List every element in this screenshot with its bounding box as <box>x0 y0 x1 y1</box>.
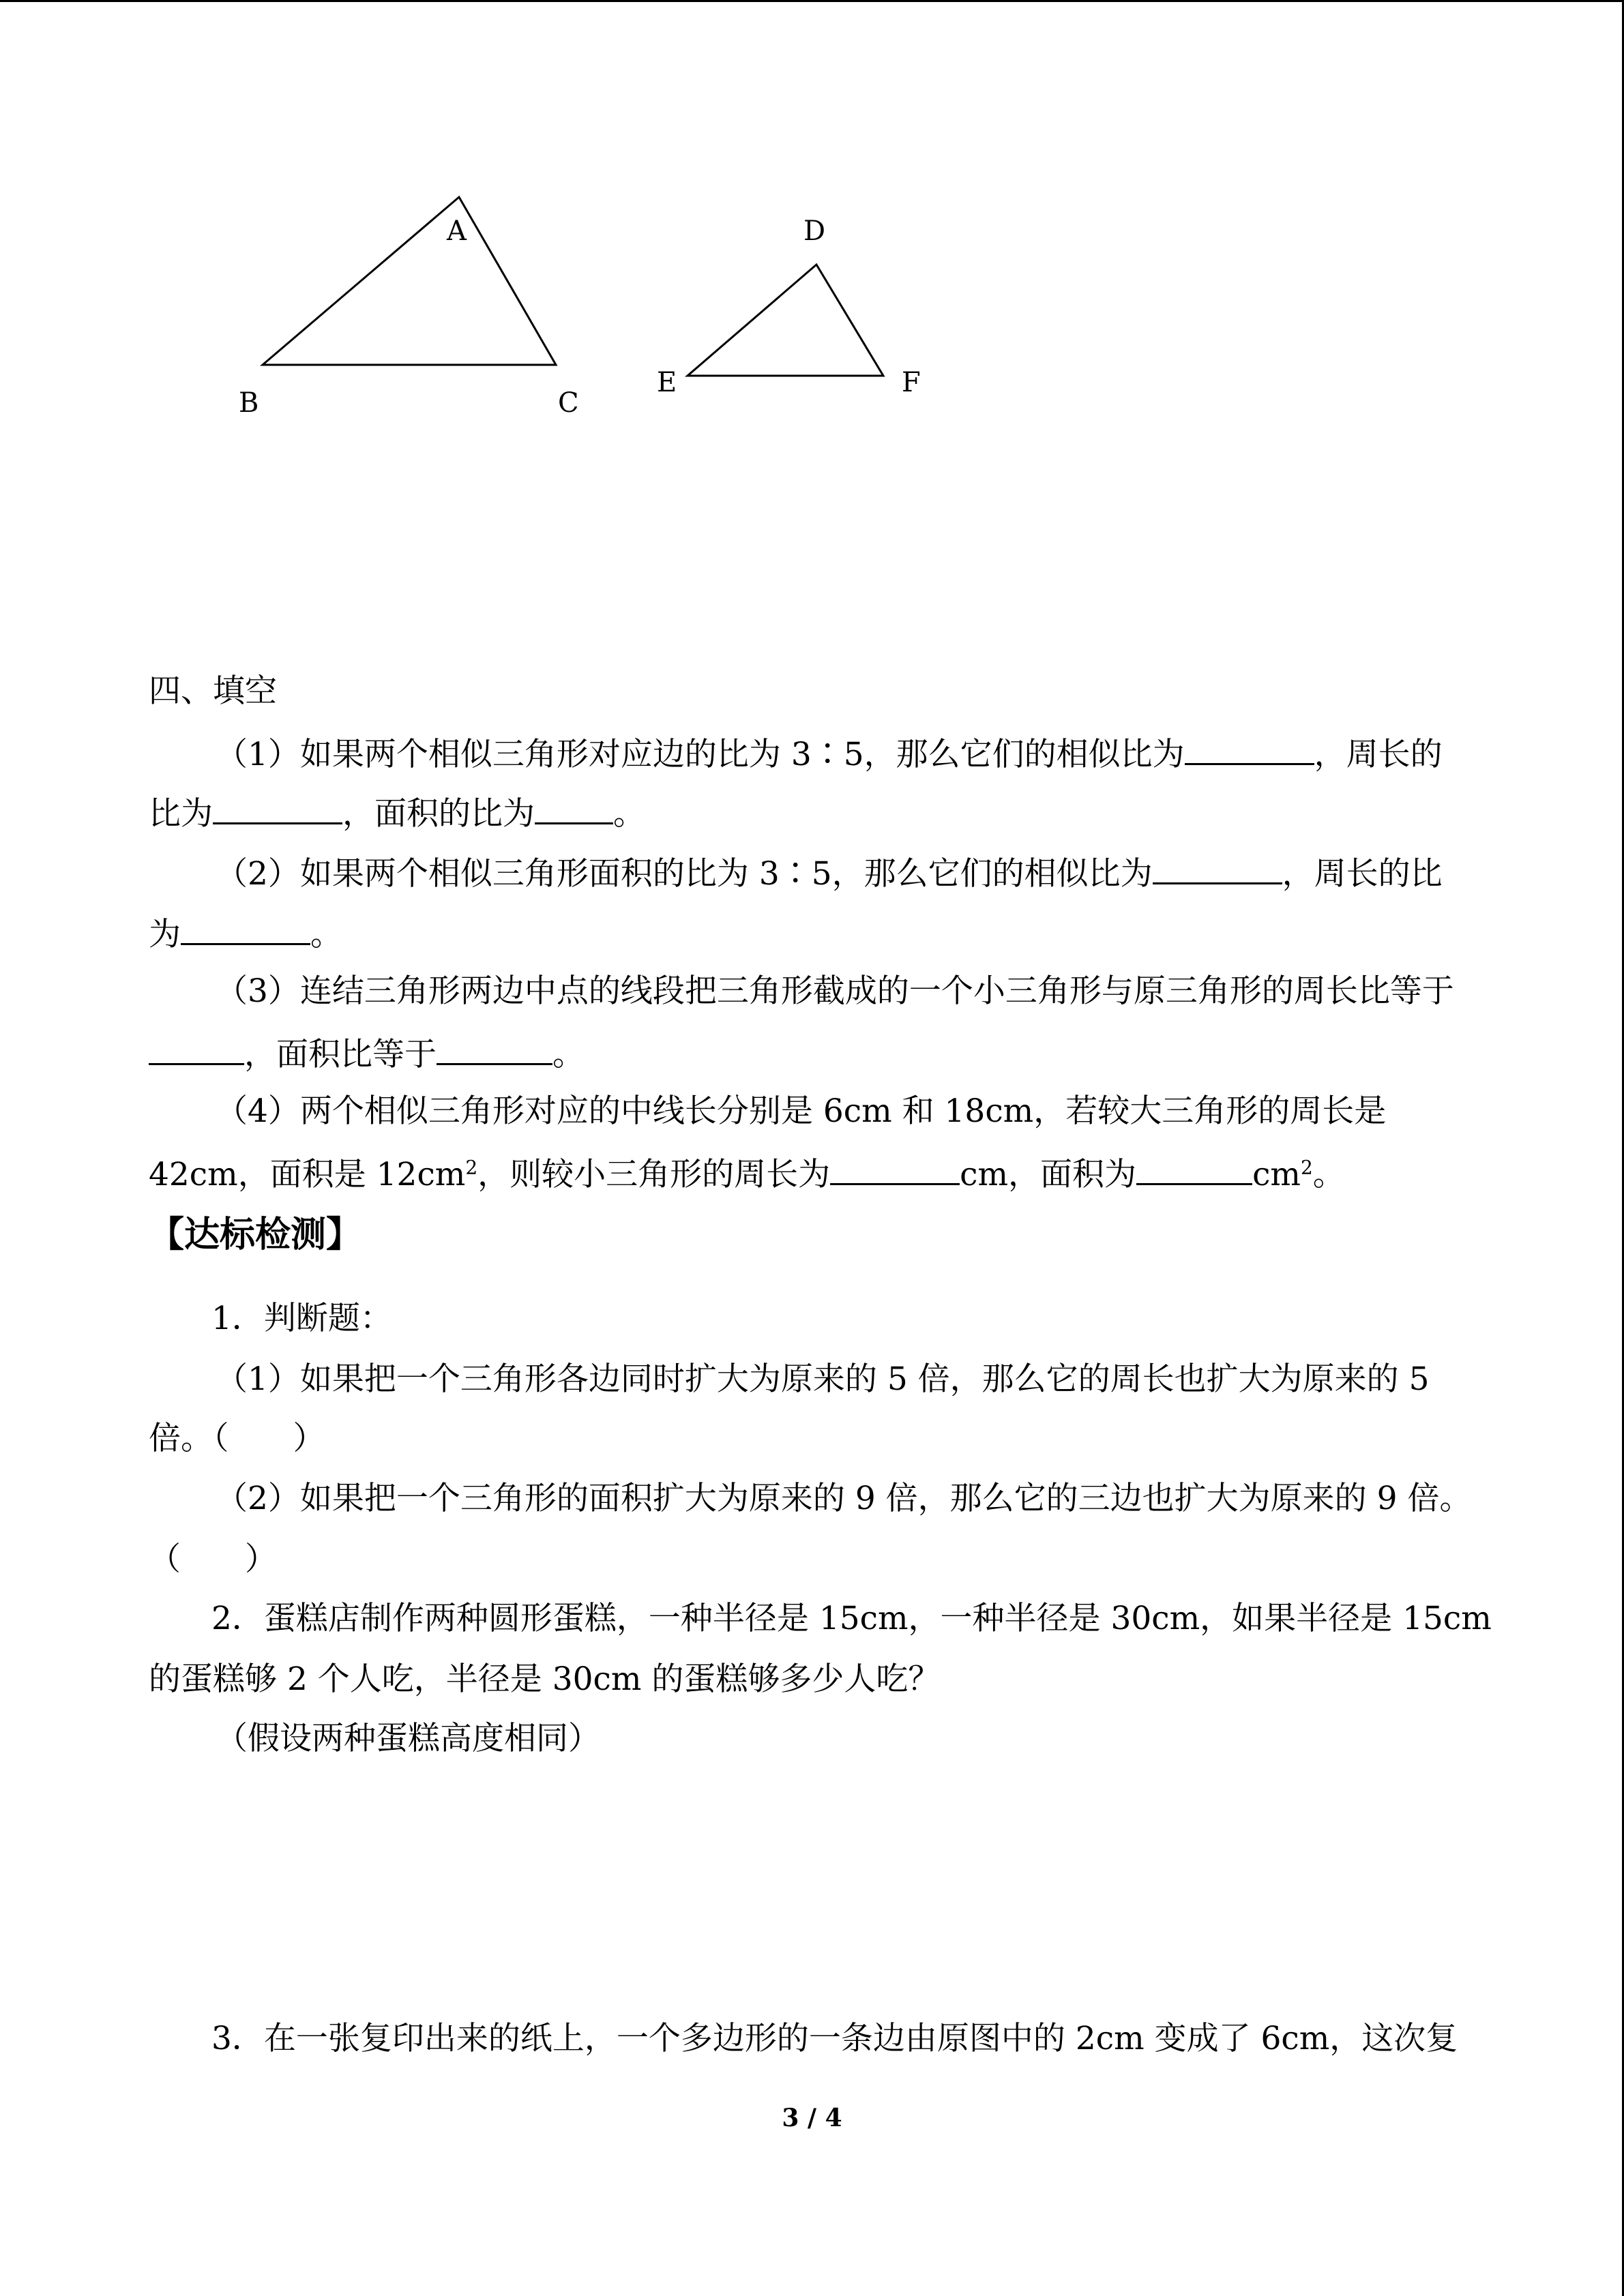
label-d: D <box>803 215 826 247</box>
cake-q-note: （假设两种蛋糕高度相同） <box>216 1720 600 1757</box>
copy-q-line1: 3．在一张复印出来的纸上，一个多边形的一条边由原图中的 2cm 变成了 6cm，这次复 <box>211 2020 1458 2057</box>
page-number: 3 / 4 <box>782 2104 842 2132</box>
q4-blank2 <box>1136 1152 1252 1185</box>
q3-line2: ，面积比等于 。 <box>149 1032 585 1075</box>
q4-line2: 42cm，面积是 $12cm^2$，则较小三角形的周长为 cm，面积为 $cm^2$。 <box>149 1152 1345 1195</box>
label-a: A <box>447 215 467 247</box>
q1-blank2 <box>213 791 342 824</box>
judge-q1-line1: （1）如果把一个三角形各边同时扩大为原来的 5 倍，那么它的周长也扩大为原来的 5 <box>216 1360 1430 1398</box>
section4-title: 四、填空 <box>149 672 277 710</box>
label-c: C <box>558 387 579 419</box>
q1-blank3 <box>535 791 613 824</box>
label-b: B <box>239 387 259 419</box>
judge-q2-line1: （2）如果把一个三角形的面积扩大为原来的 9 倍，那么它的三边也扩大为原来的 9 倍。 <box>216 1480 1472 1517</box>
q1-line1: （1）如果两个相似三角形对应边的比为 3∶5，那么它们的相似比为 ，周长的 <box>216 732 1443 775</box>
label-f: F <box>902 367 921 398</box>
q1-line2: 比为 ，面积的比为 。 <box>149 791 645 835</box>
judge-q2-line2: （ ） <box>149 1540 277 1578</box>
label-e: E <box>657 367 677 398</box>
triangles-figure <box>0 0 1624 477</box>
q3-line1: （3）连结三角形两边中点的线段把三角形截成的一个小三角形与原三角形的周长比等于 <box>216 972 1454 1010</box>
q3-blank1 <box>149 1032 244 1065</box>
q2-line1: （2）如果两个相似三角形面积的比为 3∶5，那么它们的相似比为 ，周长的比 <box>216 851 1443 895</box>
q4-line1: （4）两个相似三角形对应的中线长分别是 6cm 和 18cm，若较大三角形的周长是 <box>216 1092 1387 1130</box>
q2-line2: 为 。 <box>149 912 342 955</box>
judge-title: 1．判断题： <box>211 1300 392 1337</box>
judge-q1-line2: 倍。（ ） <box>149 1420 325 1457</box>
cake-q-line2: 的蛋糕够 2 个人吃，半径是 30cm 的蛋糕够多少人吃？ <box>149 1660 941 1698</box>
q3-blank2 <box>437 1032 552 1065</box>
triangle-def <box>688 265 883 376</box>
check-heading: 【达标检测】 <box>149 1214 362 1255</box>
q2-blank2 <box>181 912 310 945</box>
q2-blank1 <box>1153 851 1282 884</box>
triangle-abc <box>263 197 556 365</box>
q1-blank1 <box>1185 732 1314 765</box>
q4-blank1 <box>830 1152 960 1185</box>
cake-q-line1: 2．蛋糕店制作两种圆形蛋糕，一种半径是 15cm，一种半径是 30cm，如果半径是 15cm <box>211 1600 1492 1637</box>
